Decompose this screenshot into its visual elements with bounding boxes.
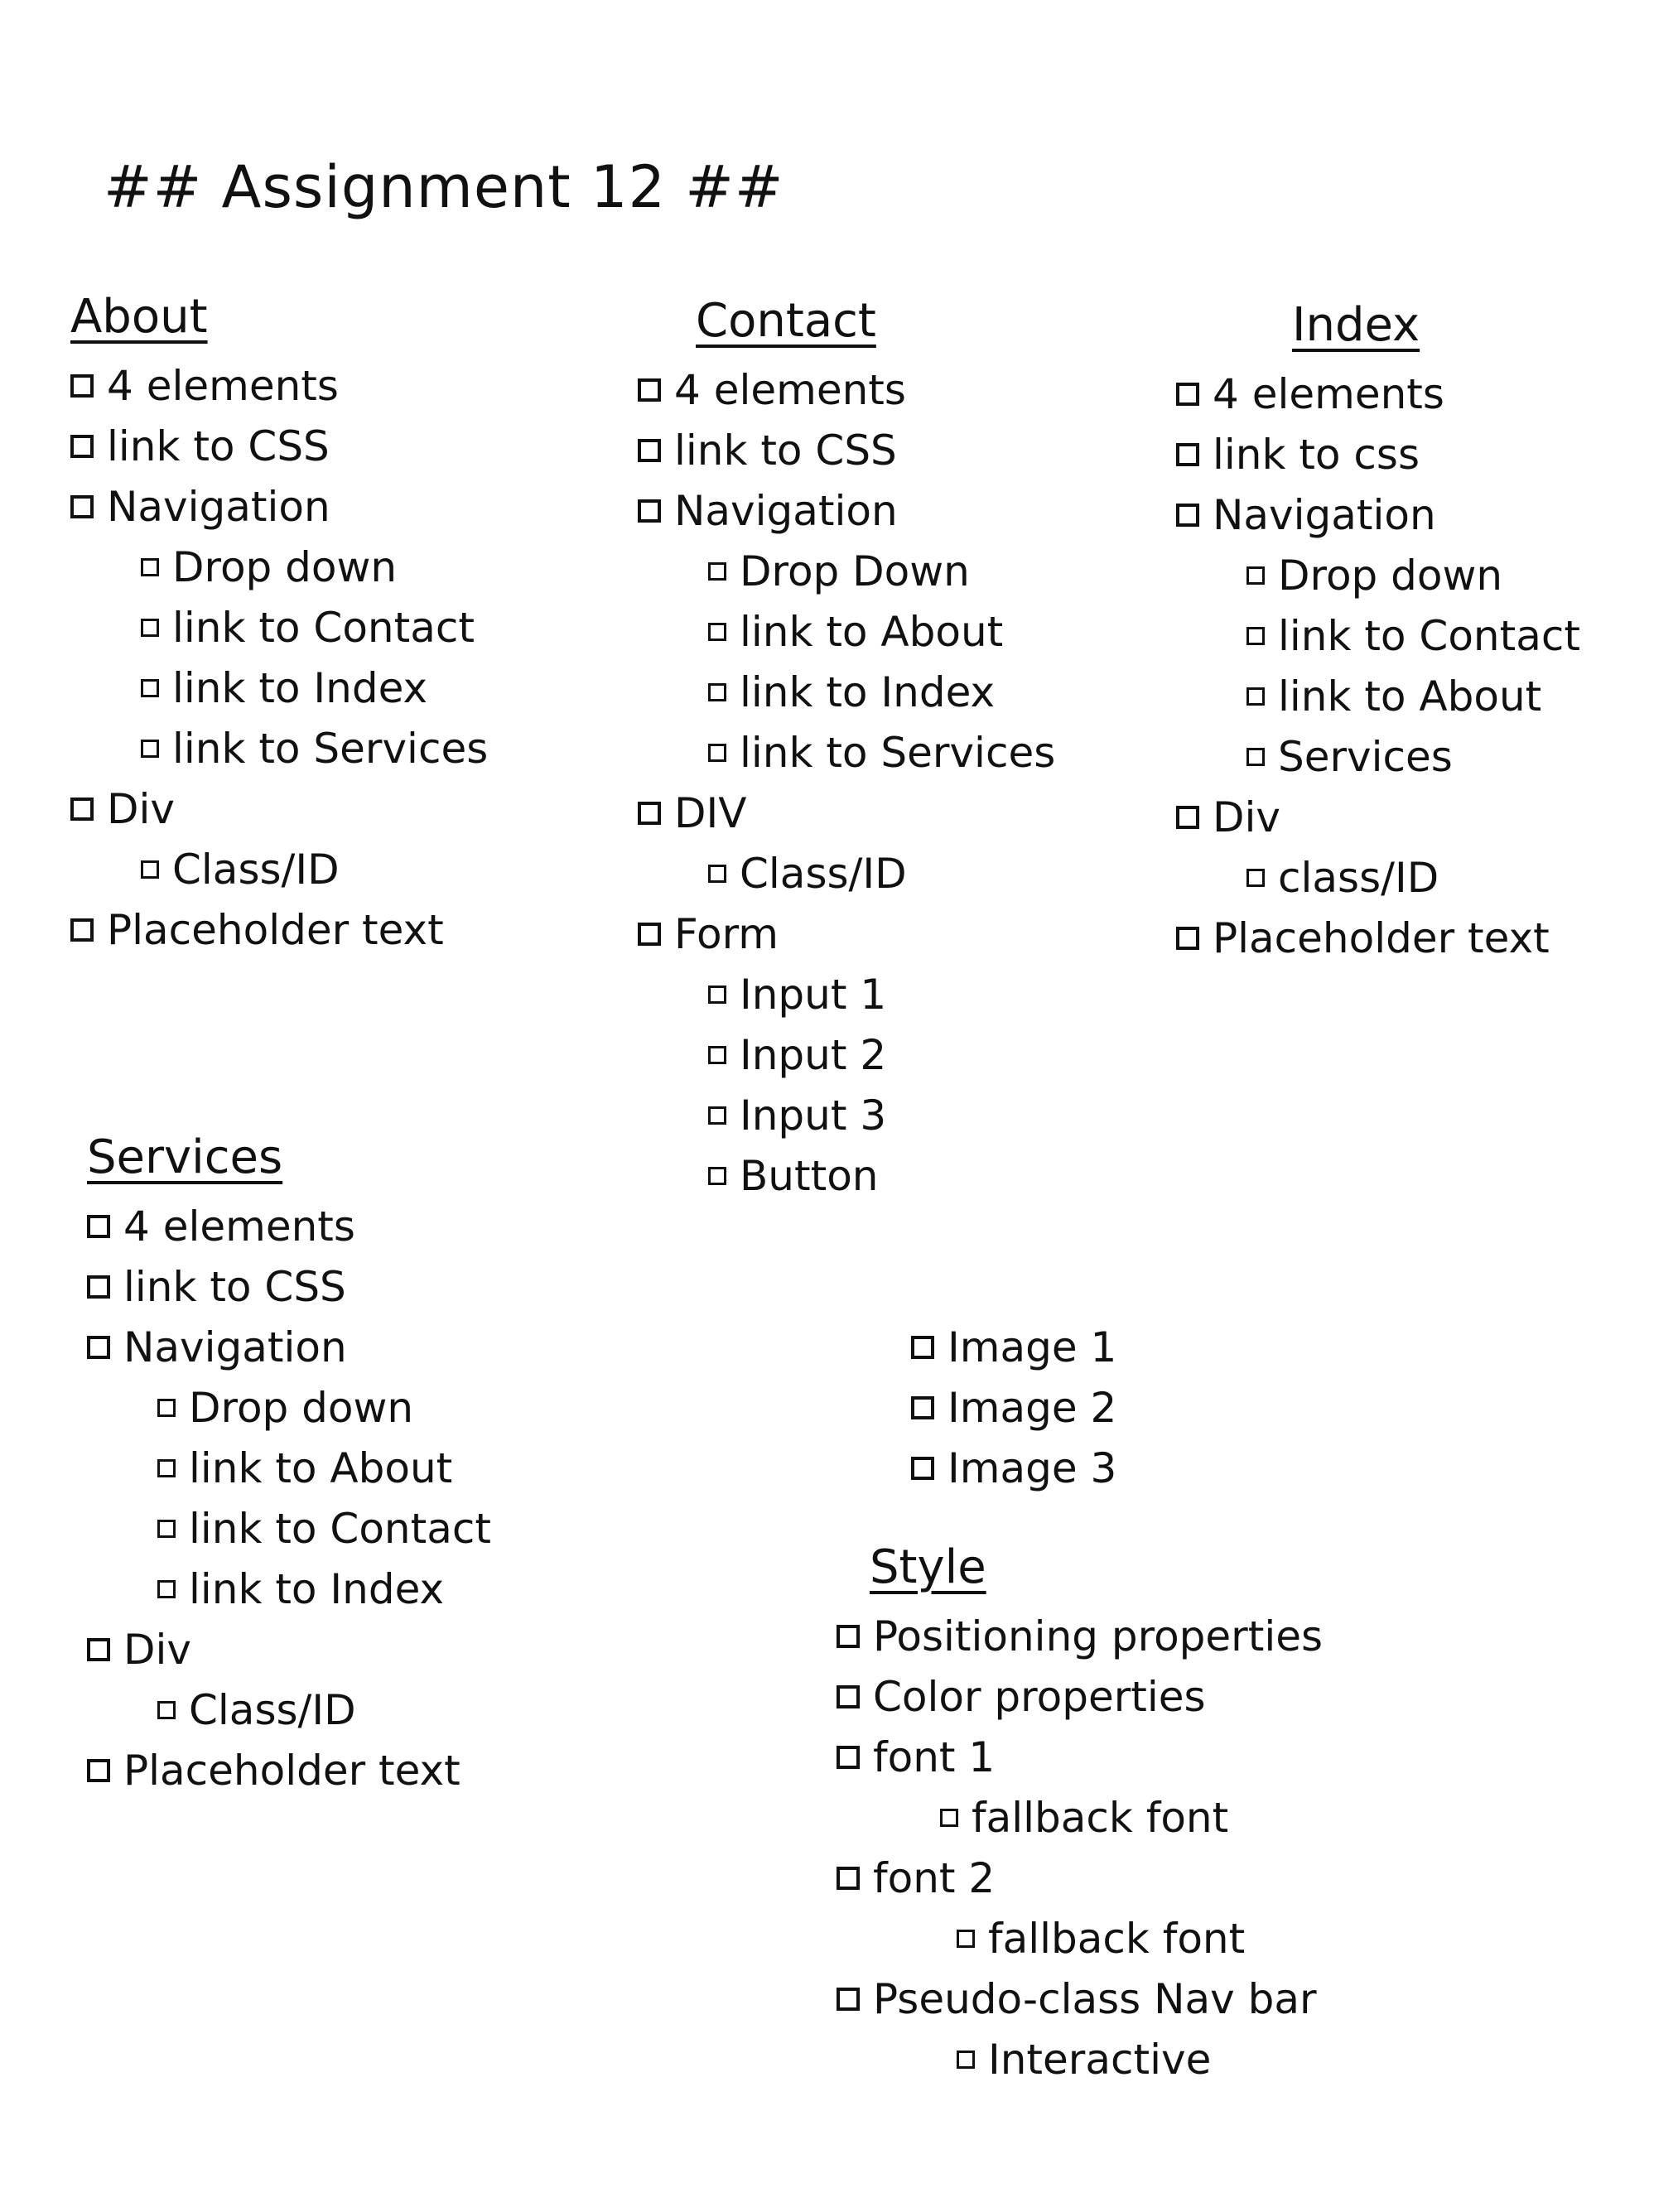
checkbox-icon: [87, 1336, 110, 1359]
checkbox-icon: [708, 562, 726, 581]
checklist-item-label: Navigation: [1213, 490, 1436, 539]
checklist-item-label: 4 elements: [107, 361, 339, 410]
checklist-subitem: [157, 1679, 491, 1740]
section-heading-index: Index: [1292, 298, 1420, 352]
checkbox-icon: [87, 1638, 110, 1661]
checklist-item-label: Button: [740, 1151, 879, 1200]
checklist-item: [837, 1606, 1323, 1666]
checklist-item-label: Placeholder text: [123, 1746, 460, 1795]
checklist-item: [87, 1196, 491, 1256]
checklist-item-label: link to CSS: [107, 422, 330, 470]
checklist-subitem: [708, 601, 1055, 662]
checkbox-icon: [70, 798, 94, 821]
checklist-subitem: [957, 2029, 1323, 2089]
section-contact: [638, 294, 1055, 1206]
checklist-subitem: [157, 1498, 491, 1559]
checklist-subitem: [1246, 605, 1580, 666]
checklist-subitem: [141, 597, 488, 658]
checklist-item-label: Drop Down: [740, 547, 970, 595]
checklist-item: [1176, 484, 1580, 545]
section-services: [87, 1130, 491, 1800]
checkbox-icon: [837, 1625, 860, 1648]
checkbox-icon: [957, 1930, 975, 1948]
checkbox-icon: [708, 986, 726, 1004]
checkbox-icon: [141, 740, 159, 758]
section-index: [1176, 298, 1580, 968]
section-heading-contact: Contact: [696, 294, 876, 348]
checkbox-icon: [957, 2051, 975, 2069]
checklist-item-label: font 1: [873, 1732, 996, 1781]
checkbox-icon: [1176, 927, 1199, 950]
checklist-item-label: Input 1: [740, 970, 887, 1019]
checklist-item: [837, 1848, 1323, 1908]
checkbox-icon: [1176, 806, 1199, 829]
checklist-item: [70, 355, 488, 416]
checklist-item: [70, 476, 488, 537]
section-style: [837, 1540, 1323, 2089]
checklist-item-label: Positioning properties: [873, 1612, 1324, 1660]
checkbox-icon: [911, 1396, 934, 1419]
checkbox-icon: [70, 374, 94, 398]
checkbox-icon: [87, 1759, 110, 1782]
checkbox-icon: [1176, 443, 1199, 466]
checklist-item-label: Color properties: [873, 1672, 1206, 1721]
checklist-item: [70, 778, 488, 839]
checklist-subitem: [708, 541, 1055, 601]
checklist-item: [837, 1727, 1323, 1787]
checkbox-icon: [708, 623, 726, 641]
checklist-item-label: link to About: [189, 1443, 453, 1492]
checklist-item-label: Div: [123, 1625, 191, 1674]
section-heading-services: Services: [87, 1130, 283, 1184]
checklist-item-label: Placeholder text: [107, 905, 444, 954]
checklist-subitem: [957, 1908, 1323, 1969]
checkbox-icon: [70, 918, 94, 942]
checkbox-icon: [1176, 504, 1199, 527]
checkbox-icon: [911, 1336, 934, 1359]
checklist-subitem: [708, 1024, 1055, 1085]
checklist-subitem: [141, 718, 488, 778]
checklist-item-label: Pseudo-class Nav bar: [873, 1974, 1317, 2023]
checkbox-icon: [837, 1746, 860, 1769]
checklist-item-label: Drop down: [1278, 551, 1503, 600]
section-heading-style: Style: [870, 1540, 986, 1594]
section-heading-about: About: [70, 290, 208, 344]
checkbox-icon: [638, 923, 661, 946]
section-about: [70, 290, 488, 960]
checklist-item: [1176, 787, 1580, 847]
checkbox-icon: [157, 1520, 176, 1538]
checklist-item-label: Services: [1278, 732, 1453, 781]
checkbox-icon: [141, 619, 159, 637]
checklist-item-label: link to CSS: [123, 1262, 346, 1311]
checkbox-icon: [141, 558, 159, 576]
checklist-subitem: [157, 1377, 491, 1438]
checklist-item-label: link to Index: [740, 667, 996, 716]
checkbox-icon: [1246, 687, 1265, 706]
checklist-item: [87, 1256, 491, 1317]
checkbox-icon: [708, 1046, 726, 1064]
checklist-item-label: link to CSS: [674, 426, 897, 475]
checklist-item-label: link to Index: [172, 663, 428, 712]
checklist-subitem: [1246, 847, 1580, 908]
checkbox-icon: [837, 1685, 860, 1708]
checklist-subitem: [708, 843, 1055, 904]
checklist-item-label: Navigation: [107, 482, 330, 531]
checkbox-icon: [837, 1988, 860, 2011]
checklist-item-label: Class/ID: [189, 1685, 356, 1734]
checklist-subitem: [708, 722, 1055, 783]
checklist-item-label: link to About: [740, 607, 1004, 656]
checklist-item-label: Navigation: [123, 1323, 347, 1371]
checklist-item-label: Navigation: [674, 486, 898, 535]
checklist-item-label: font 2: [873, 1853, 996, 1902]
checkbox-icon: [157, 1459, 176, 1477]
checkbox-icon: [87, 1275, 110, 1299]
checklist-item-label: link to css: [1213, 430, 1420, 479]
checklist-subitem: [141, 658, 488, 718]
checklist-subitem: [708, 662, 1055, 722]
checklist-item: [87, 1317, 491, 1377]
checkbox-icon: [1246, 748, 1265, 766]
checklist-subitem: [141, 839, 488, 899]
checklist-item-label: 4 elements: [123, 1202, 355, 1251]
checklist-item: [837, 1666, 1323, 1727]
checklist-item-label: link to About: [1278, 672, 1542, 720]
checkbox-icon: [1246, 869, 1265, 887]
checkbox-icon: [157, 1399, 176, 1417]
checklist-item-label: Input 2: [740, 1030, 887, 1079]
checklist-item-label: Image 2: [947, 1383, 1117, 1432]
checkbox-icon: [708, 865, 726, 883]
checkbox-icon: [70, 435, 94, 458]
checklist-item-label: DIV: [674, 788, 747, 837]
page-title: ## Assignment 12 ##: [104, 153, 784, 221]
checklist-item: [87, 1619, 491, 1679]
checklist-item: [911, 1377, 1116, 1438]
checklist-item-label: Input 3: [740, 1091, 887, 1140]
checklist-item-label: Interactive: [988, 2035, 1212, 2084]
checklist-subitem: [157, 1559, 491, 1619]
checkbox-icon: [708, 1106, 726, 1125]
checklist-item: [911, 1317, 1116, 1377]
checklist-subitem: [708, 1085, 1055, 1145]
checkbox-icon: [141, 679, 159, 697]
checkbox-icon: [837, 1867, 860, 1890]
checklist-item: [87, 1740, 491, 1800]
checklist-subitem: [157, 1438, 491, 1498]
checklist-item: [1176, 364, 1580, 424]
checkbox-icon: [708, 1167, 726, 1185]
checklist-item: [638, 904, 1055, 964]
checkbox-icon: [638, 499, 661, 523]
checklist-item-label: Drop down: [189, 1383, 414, 1432]
checklist-item-label: 4 elements: [674, 365, 906, 414]
checklist-subitem: [1246, 545, 1580, 605]
checklist-item-label: Drop down: [172, 542, 398, 591]
checklist-item: [1176, 424, 1580, 484]
checkbox-icon: [708, 744, 726, 762]
checklist-item-label: 4 elements: [1213, 369, 1444, 418]
checkbox-icon: [638, 802, 661, 825]
checkbox-icon: [141, 860, 159, 879]
checkbox-icon: [1246, 627, 1265, 645]
checkbox-icon: [940, 1809, 958, 1827]
checkbox-icon: [87, 1215, 110, 1238]
checklist-item-label: Class/ID: [740, 849, 907, 898]
checklist-item-label: Placeholder text: [1213, 913, 1550, 962]
checklist-item-label: link to Contact: [1278, 611, 1580, 660]
checklist-item-label: Div: [1213, 793, 1280, 841]
checklist-item-label: link to Contact: [189, 1504, 491, 1553]
checkbox-icon: [70, 495, 94, 518]
checkbox-icon: [708, 683, 726, 701]
checklist-item: [70, 899, 488, 960]
checkbox-icon: [1176, 383, 1199, 406]
checklist-item-label: Image 3: [947, 1443, 1117, 1492]
checklist-item-label: class/ID: [1278, 853, 1439, 902]
checklist-item: [837, 1969, 1323, 2029]
checkbox-icon: [157, 1580, 176, 1598]
checklist-item: [638, 420, 1055, 480]
checklist-item-label: link to Services: [740, 728, 1056, 777]
checkbox-icon: [1246, 566, 1265, 585]
checklist-item: [1176, 908, 1580, 968]
checklist-subitem: [940, 1787, 1323, 1848]
checkbox-icon: [638, 439, 661, 462]
section-images: [911, 1317, 1116, 1498]
checklist-item-label: fallback font: [972, 1793, 1229, 1842]
checklist-subitem: [1246, 726, 1580, 787]
checklist-item-label: link to Index: [189, 1564, 445, 1613]
checkbox-icon: [638, 378, 661, 402]
checklist-item: [911, 1438, 1116, 1498]
checklist-item-label: link to Contact: [172, 603, 475, 652]
checklist-subitem: [708, 964, 1055, 1024]
checklist-item-label: fallback font: [988, 1914, 1246, 1963]
checklist-subitem: [708, 1145, 1055, 1206]
checklist-item: [638, 480, 1055, 541]
checklist-item-label: Class/ID: [172, 845, 340, 894]
checklist-item-label: Form: [674, 909, 779, 958]
checklist-item-label: Div: [107, 784, 175, 833]
checklist-subitem: [141, 537, 488, 597]
checklist-item: [638, 783, 1055, 843]
checklist-item-label: link to Services: [172, 724, 489, 773]
checkbox-icon: [157, 1701, 176, 1719]
checklist-item: [70, 416, 488, 476]
checklist-subitem: [1246, 666, 1580, 726]
checkbox-icon: [911, 1457, 934, 1480]
checklist-item-label: Image 1: [947, 1323, 1117, 1371]
checklist-item: [638, 359, 1055, 420]
